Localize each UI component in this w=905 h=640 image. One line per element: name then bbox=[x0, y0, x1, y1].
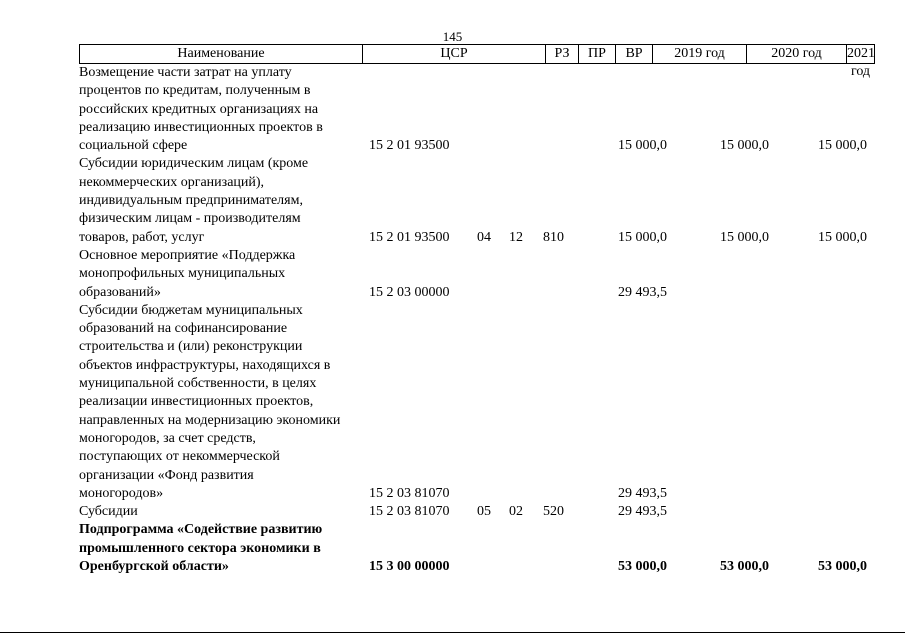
row-vr: 810 bbox=[543, 229, 564, 245]
row-csr: 15 3 00 00000 bbox=[369, 559, 450, 575]
table-header bbox=[79, 44, 875, 79]
row-2019: 15 000,0 bbox=[618, 229, 667, 245]
row-name: Подпрограмма «Содействие развитию промышленного сектора экономики в Оренбургской области» bbox=[79, 522, 323, 575]
row-2020: 15 000,0 bbox=[720, 138, 769, 154]
row-2020: 53 000,0 bbox=[720, 559, 769, 575]
bottom-rule bbox=[0, 632, 905, 633]
table-row bbox=[79, 155, 875, 246]
row-2019: 53 000,0 bbox=[618, 559, 667, 575]
row-2019: 15 000,0 bbox=[618, 138, 667, 154]
header-pr: ПР bbox=[578, 45, 615, 63]
row-2021: 53 000,0 bbox=[818, 559, 867, 575]
row-2021: 15 000,0 bbox=[818, 138, 867, 154]
table-row bbox=[79, 302, 875, 503]
header-2019: 2019 год bbox=[652, 45, 746, 63]
row-csr: 15 2 01 93500 bbox=[369, 138, 450, 154]
row-vr: 520 bbox=[543, 504, 564, 520]
row-csr: 15 2 03 81070 bbox=[369, 504, 450, 520]
table-body bbox=[79, 64, 875, 576]
header-csr: ЦСР bbox=[362, 45, 545, 63]
row-csr: 15 2 01 93500 bbox=[369, 229, 450, 245]
row-2021: 15 000,0 bbox=[818, 229, 867, 245]
row-pr: 02 bbox=[509, 504, 523, 520]
row-csr: 15 2 03 81070 bbox=[369, 485, 450, 501]
row-name: Возмещение части затрат на уплату процентов по кредитам, полученным в российских кредитных организациях на реализацию инвестиционных проектов в социальной сфере bbox=[79, 65, 323, 154]
table-row bbox=[79, 64, 875, 155]
header-vr: ВР bbox=[615, 45, 652, 63]
row-2019: 29 493,5 bbox=[618, 284, 667, 300]
table-row bbox=[79, 521, 875, 576]
row-pr: 12 bbox=[509, 229, 523, 245]
header-2021: 2021 год bbox=[847, 46, 875, 79]
row-name: Основное мероприятие «Поддержка монопрофильных муниципальных образований» bbox=[79, 247, 296, 300]
page-number: 145 bbox=[442, 29, 463, 44]
row-name: Субсидии юридическим лицам (кроме некоммерческих организаций), индивидуальным предпринимателям, физическим лицам - производителям товаров, работ, услуг bbox=[79, 156, 309, 245]
row-rz: 04 bbox=[477, 229, 491, 245]
row-rz: 05 bbox=[477, 504, 491, 520]
table-row bbox=[79, 503, 875, 521]
row-2019: 29 493,5 bbox=[618, 485, 667, 501]
row-csr: 15 2 03 00000 bbox=[369, 284, 450, 300]
header-name: Наименование bbox=[177, 46, 265, 61]
row-2019: 29 493,5 bbox=[618, 504, 667, 520]
row-name: Субсидии bbox=[79, 504, 138, 520]
header-rz: РЗ bbox=[545, 45, 578, 63]
budget-table bbox=[79, 44, 875, 576]
row-name: Субсидии бюджетам муниципальных образований на софинансирование строительства и (или) реконструкции объектов инфраструктуры, находящихся в муниципальной собственности, в целях реализации инвестиционных проектов, направленных на модернизацию экономики моногородов, за счет средств, поступающих от некоммерческой организации «Фонд развития моногородов» bbox=[79, 302, 341, 501]
table-row bbox=[79, 247, 875, 302]
row-2020: 15 000,0 bbox=[720, 229, 769, 245]
header-2020: 2020 год bbox=[746, 45, 846, 63]
